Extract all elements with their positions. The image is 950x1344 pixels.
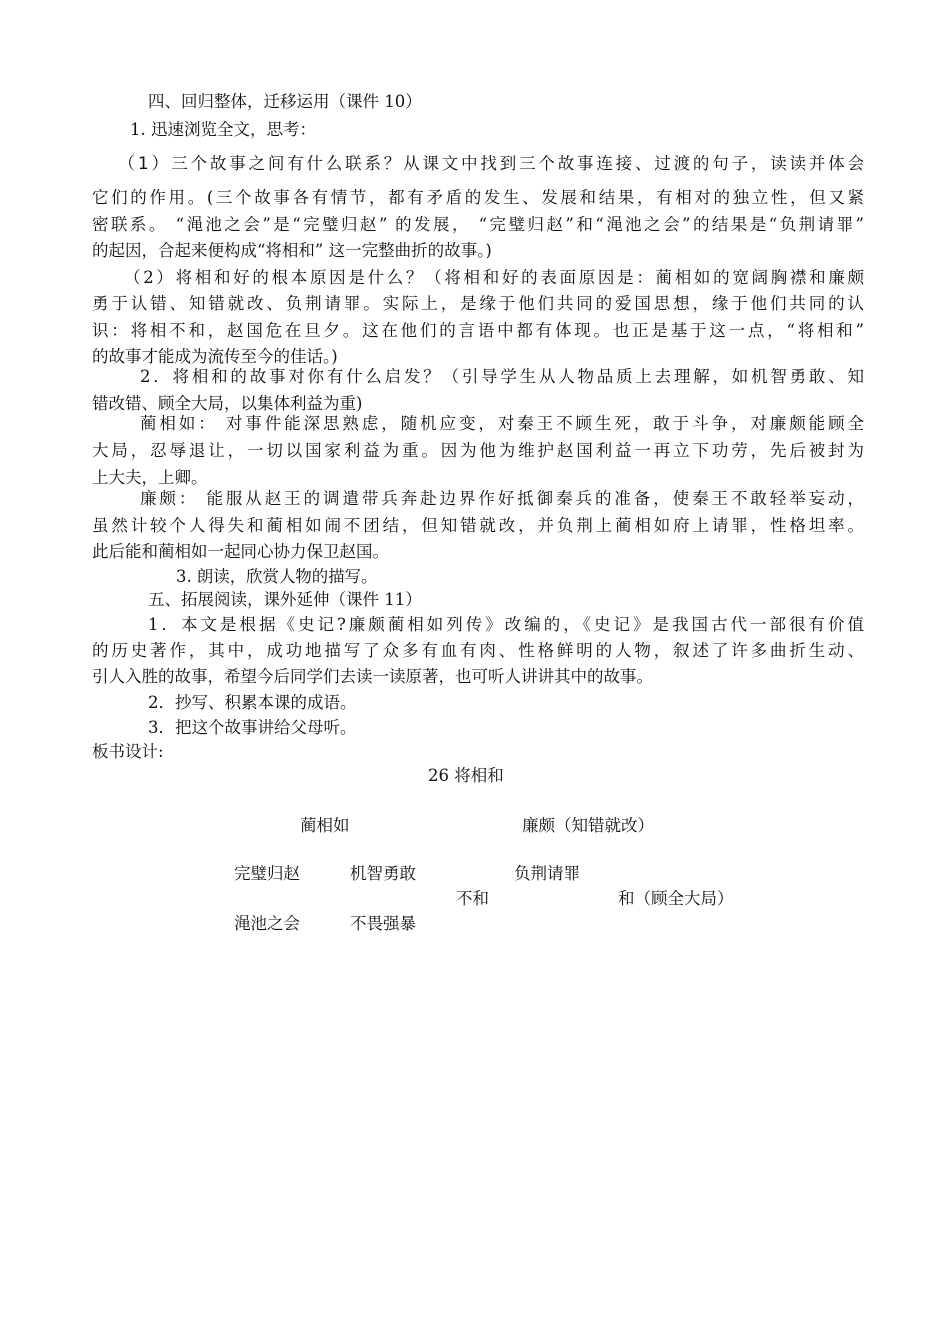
q1-line-3: 密联系。 “渑池之会”是“完璧归赵” 的发展， “完璧归赵”和“渑池之会”的结果是“负荆请罪” <box>92 215 864 234</box>
q2-line-3: 识：将相不和，赵国危在旦夕。这在他们的言语中都有体现。也正是基于这一点，“将相和” <box>92 321 864 340</box>
board-fujing-qingzui: 负荆请罪 <box>514 864 580 883</box>
section5-item1-line-1: 1．本文是根据《史记?廉颇蔺相如列传》改编的，《史记》是我国古代一部很有价值 <box>148 615 864 634</box>
board-wanbi-guizhao: 完璧归赵 <box>234 864 300 883</box>
section5-heading: 五、拓展阅读，课外延伸（课件 11） <box>148 590 422 609</box>
lin-xiangru-line-2: 大局，忍辱退让，一切以国家利益为重。因为他为维护赵国利益一再立下功劳，先后被封为 <box>92 441 864 460</box>
q1-line-1 <box>92 150 864 178</box>
section5-item2: 2．抄写、积累本课的成语。 <box>148 693 357 712</box>
q2-line-4: 的故事才能成为流传至今的佳话。) <box>92 347 338 366</box>
section4-item1: 1. 迅速浏览全文，思考： <box>130 120 316 139</box>
board-lin-xiangru: 蔺相如 <box>300 816 350 835</box>
item2-line-2: 错改错、顾全大局，以集体利益为重) <box>92 394 363 413</box>
section5-item1-line-3: 引人入胜的故事，希望今后同学们去读一读原著，也可听人讲讲其中的故事。 <box>92 667 653 686</box>
board-he: 和（顾全大局） <box>618 889 734 908</box>
board-buwei-qiangbao: 不畏强暴 <box>350 914 416 933</box>
section4-item3: 3. 朗读，欣赏人物的描写。 <box>176 567 378 586</box>
lin-xiangru-line-3: 上大夫，上卿。 <box>92 468 208 487</box>
q1-line-4: 的起因，合起来便构成“将相和” 这一完整曲折的故事。) <box>92 241 492 260</box>
board-jizhi-yonggan: 机智勇敢 <box>350 864 416 883</box>
board-title: 26 将相和 <box>428 766 504 785</box>
board-mianchi-zhihui: 渑池之会 <box>234 914 300 933</box>
board-buhe: 不和 <box>456 889 489 908</box>
item2-line-1: 2．将相和的故事对你有什么启发？（引导学生从人物品质上去理解，如机智勇敢、知 <box>140 367 864 386</box>
q1-line-2: 它们的作用。(三个故事各有情节，都有矛盾的发生、发展和结果，有相对的独立性，但又紧 <box>92 188 864 207</box>
lin-xiangru-line-1: 蔺相如： 对事件能深思熟虑，随机应变，对秦王不顾生死，敢于斗争，对廉颇能顾全 <box>140 414 864 433</box>
q2-line-1: （2）将相和好的根本原因是什么？（将相和好的表面原因是：蔺相如的宽阔胸襟和廉颇 <box>124 268 864 287</box>
lian-po-line-1: 廉颇： 能服从赵王的调遣带兵奔赴边界作好抵御秦兵的准备，使秦王不敢轻举妄动， <box>140 489 864 508</box>
section5-item1-line-2: 的历史著作，其中，成功地描写了众多有血有肉、性格鲜明的人物，叙述了许多曲折生动、 <box>92 641 864 660</box>
section4-heading: 四、回归整体，迁移运用（课件 10） <box>148 92 422 111</box>
board-lian-po: 廉颇（知错就改） <box>522 816 654 835</box>
lian-po-line-3: 此后能和蔺相如一起同心协力保卫赵国。 <box>92 542 389 561</box>
board-design-label: 板书设计: <box>92 742 164 761</box>
q1-line-1-text: 三个故事之间有什么联系？从课文中找到三个故事连接、过渡的句子，读读并体会 <box>171 154 864 173</box>
lian-po-line-2: 虽然计较个人得失和蔺相如闹不团结，但知错就改，并负荆上蔺相如府上请罪，性格坦率。 <box>92 516 864 535</box>
q2-line-2: 勇于认错、知错就改、负荆请罪。实际上，是缘于他们共同的爱国思想，缘于他们共同的认 <box>92 294 864 313</box>
q1-number: （1） <box>118 154 172 174</box>
section5-item3: 3．把这个故事讲给父母听。 <box>148 718 357 737</box>
